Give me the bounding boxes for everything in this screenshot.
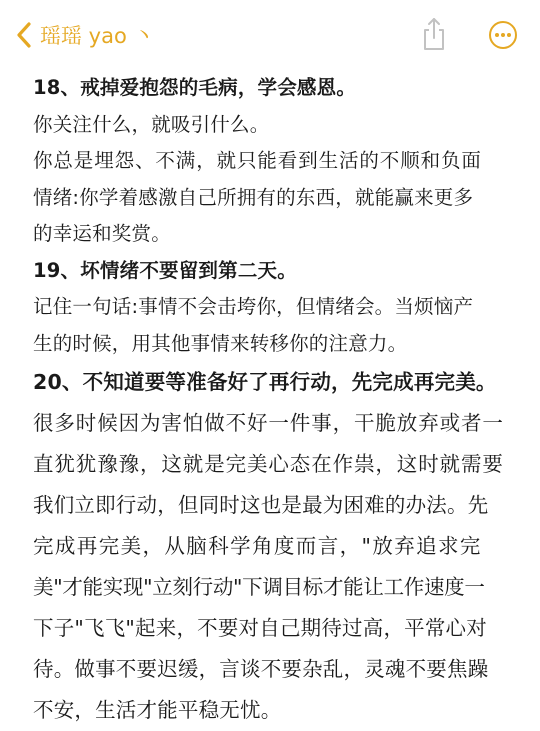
back-button[interactable] [12,16,155,54]
note-line: 你关注什么，就吸引什么。 [33,112,270,136]
share-icon [420,37,448,56]
navigation-bar [0,0,540,70]
chevron-left-icon [12,20,36,50]
note-heading-20: 20、不知道要等准备好了再行动，先完成再完美。 [33,370,497,394]
note-line: 的幸运和奖赏。 [33,222,171,245]
note-line: 直犹犹豫豫，这就是完美心态在作祟，这时就需要 [33,452,504,476]
note-heading-19: 19、坏情绪不要留到第二天。 [33,258,297,282]
share-button[interactable] [420,16,448,52]
note-line: 待。做事不要迟缓，言谈不要杂乱，灵魂不要焦躁 [33,657,489,681]
note-line: 你总是埋怨、不满，就只能看到生活的不顺和负面 [33,149,482,172]
note-line: 不安，生活才能平稳无忧。 [33,698,282,722]
note-heading-18: 18、戒掉爱抱怨的毛病，学会感恩。 [33,76,357,99]
note-body[interactable] [33,70,513,731]
note-line: 美"才能实现"立刻行动"下调目标才能让工作速度一 [33,575,485,599]
more-options-icon [488,35,518,54]
note-line: 情绪:你学着感激自己所拥有的东西，就能赢来更多 [33,185,474,209]
back-label: 瑶瑶 yao 丶 [40,24,155,48]
note-line: 我们立即行动，但同时这也是最为困难的办法。先 [33,493,489,517]
note-line: 很多时候因为害怕做不好一件事，干脆放弃或者一 [33,411,504,435]
note-line: 记住一句话:事情不会击垮你，但情绪会。当烦恼产 [33,295,474,318]
note-line: 生的时候，用其他事情来转移你的注意力。 [33,331,408,355]
note-line: 完成再完美，从脑科学角度而言，"放弃追求完 [33,534,482,558]
more-options-button[interactable] [488,20,518,50]
note-line: 下子"飞飞"起来，不要对自己期待过高，平常心对 [33,616,487,640]
